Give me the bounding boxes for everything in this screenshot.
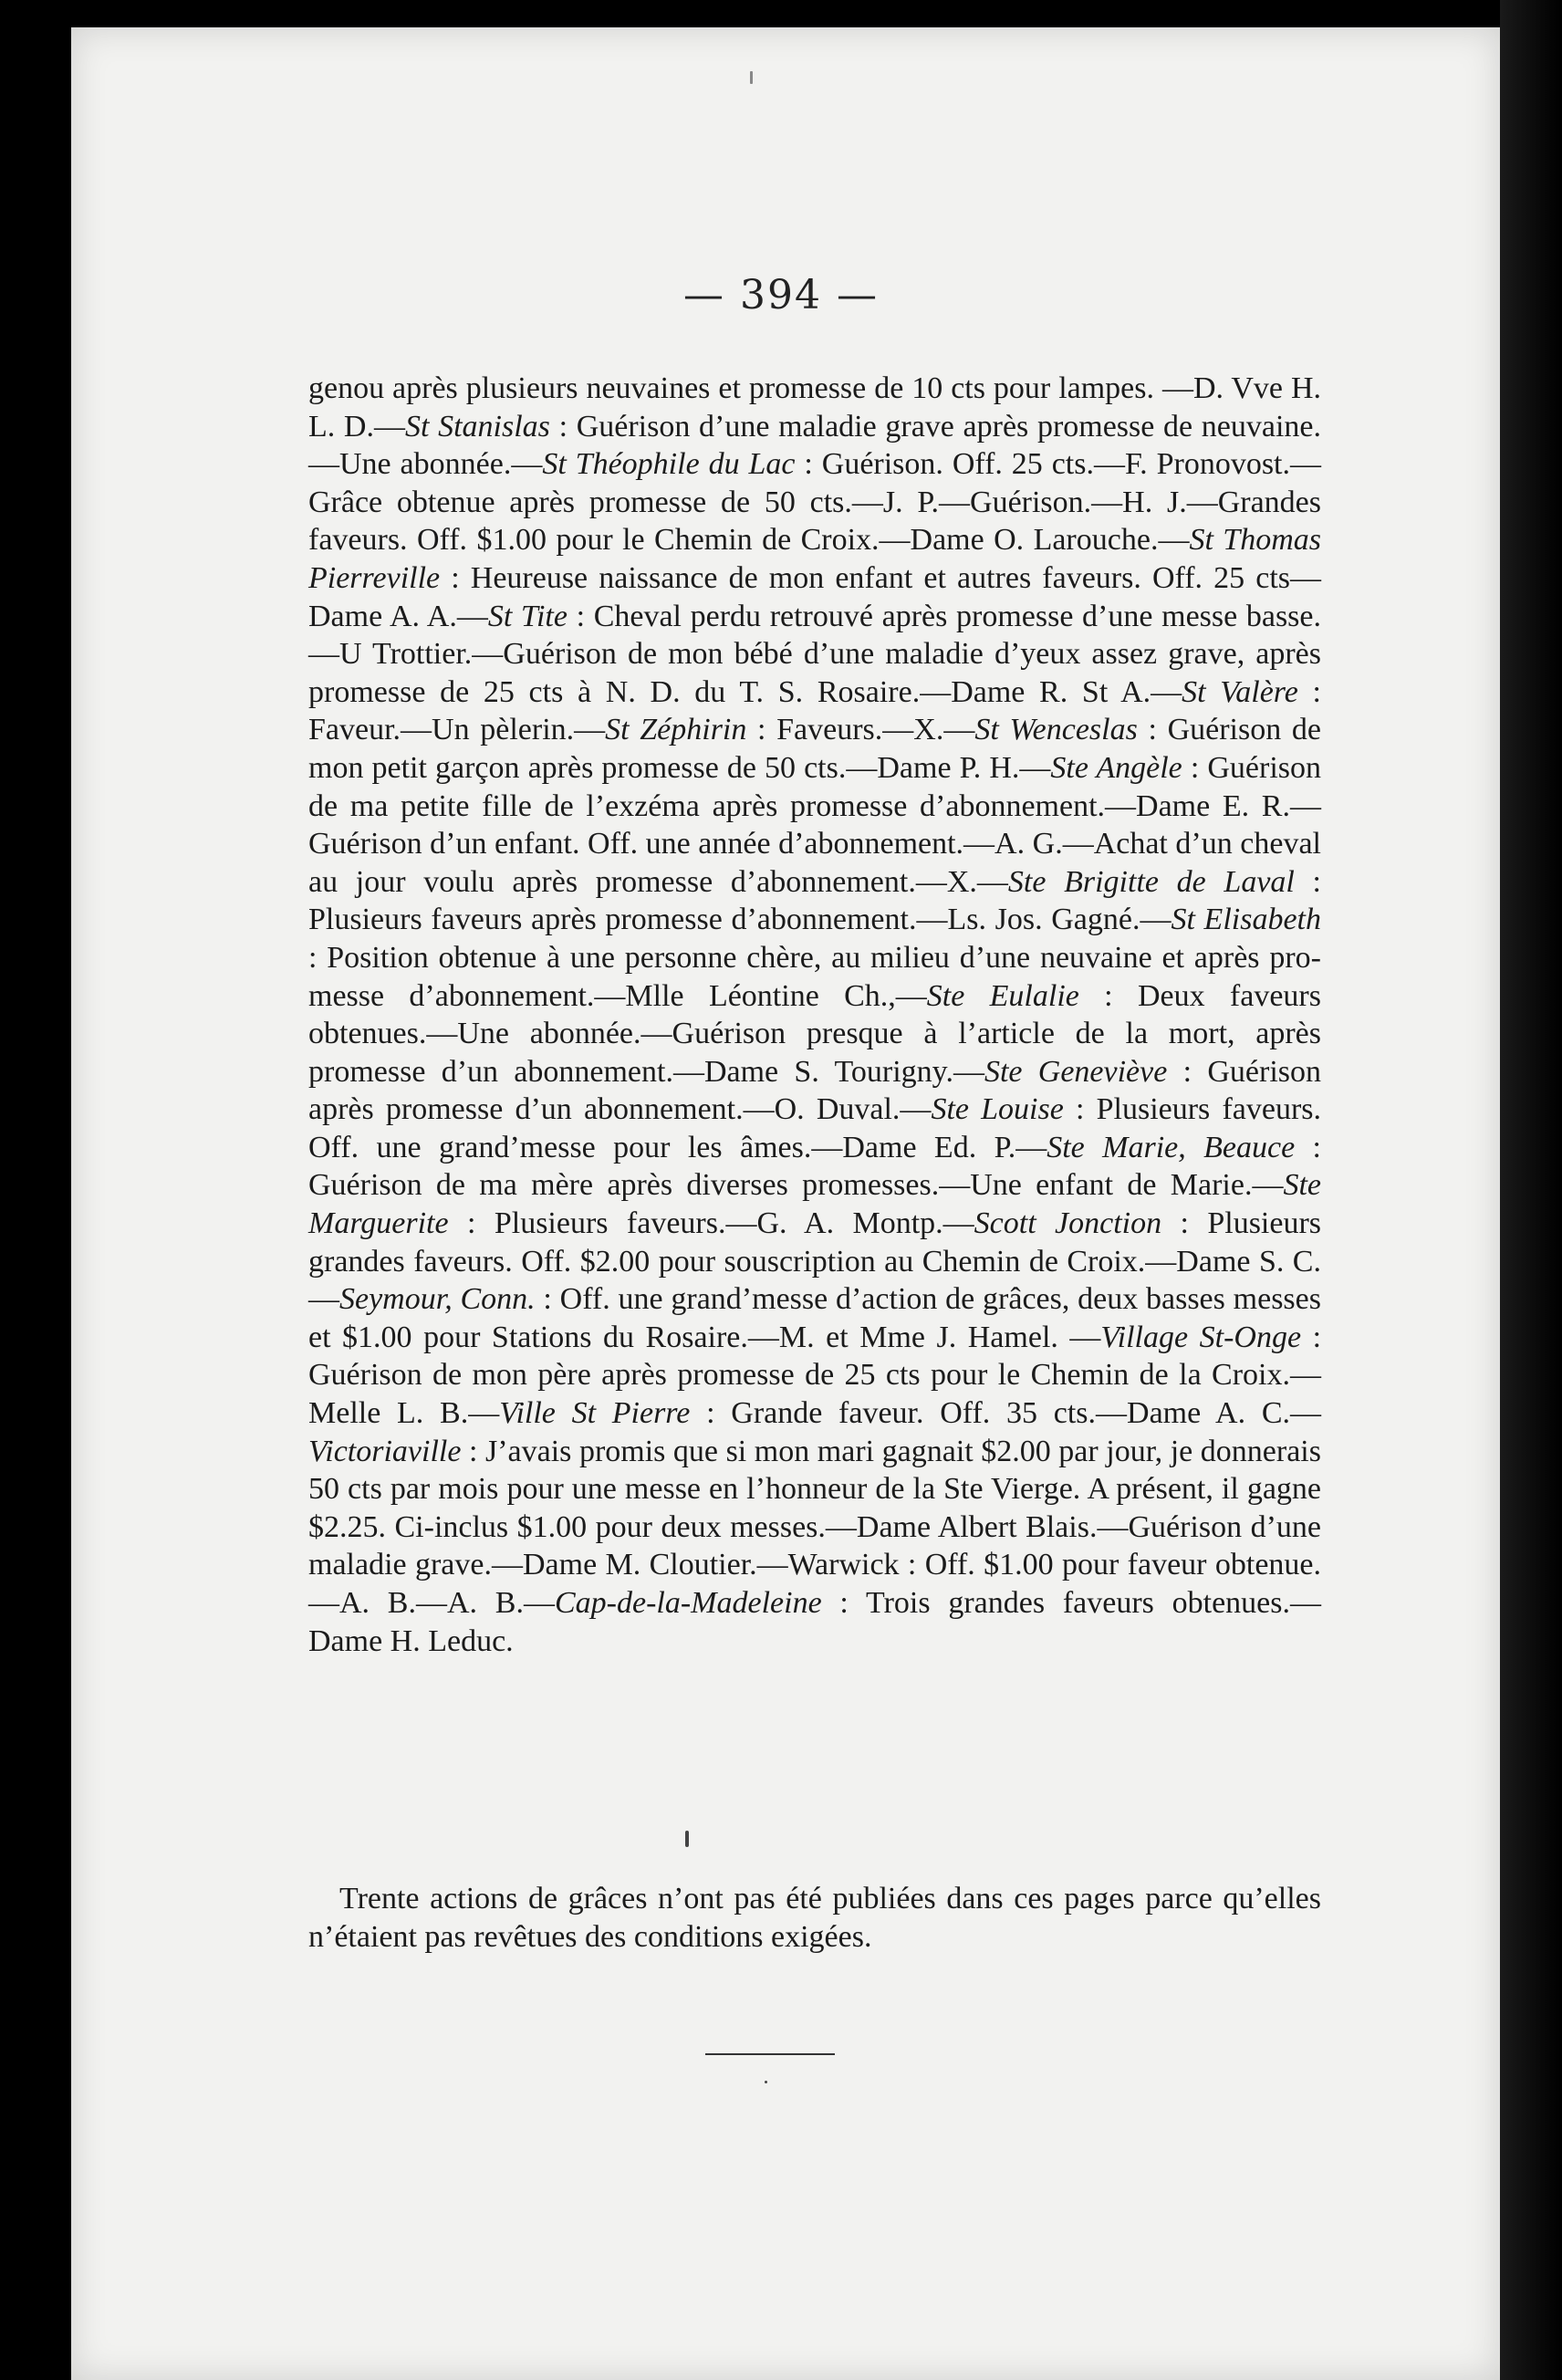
place-name: Victoriaville bbox=[308, 1434, 462, 1468]
text-run: : Guérison de ma petite fille de l’exzéma après promesse d’abonnement.—Dame E. R.—Guérison d’un enfant. Off. une année d’abonnement.—A. G.—Achat d’un cheval au jour voulu après promesse d’abonnement.—X.— bbox=[308, 750, 1321, 899]
text-run: : Faveur.—Un pèlerin.— bbox=[308, 674, 1322, 747]
place-name: St Tite bbox=[487, 599, 568, 633]
place-name: St Théophile du Lac bbox=[542, 447, 796, 482]
text-run: : Deux faveurs obtenues.—Une abonnée.—Guérison presque à l’article de la mort, après promesse d’un abonnement.—Dame S. Tourigny.— bbox=[308, 978, 1321, 1089]
place-name: Ste Marie, Beauce bbox=[1047, 1130, 1296, 1164]
text-run: : Faveurs.—X.— bbox=[746, 713, 975, 747]
text-run: : Guérison de mon père après promesse de 25 cts pour le Chemin de la Croix.—Melle L. B.— bbox=[308, 1320, 1322, 1431]
text-run: : Guérison de mon petit garçon après promesse de 50 cts.—Dame P. H.— bbox=[308, 713, 1321, 785]
text-run: : Guérison. Off. 25 cts.—F. Pronovost.—Grâce obtenue après promesse de 50 cts.—J. P.—Guérison.—H. J.—Grandes faveurs. Off. $1.00 pour le Chemin de Croix.—Dame O. Larouche.— bbox=[308, 447, 1321, 558]
place-name: Ste Louise bbox=[931, 1092, 1064, 1127]
closing-paragraph: Trente actions de grâces n’ont pas été publiées dans ces pages parce qu’elles n’étaient pas revêtues des conditions exigées. bbox=[308, 1882, 1321, 1954]
text-run: genou après plusieurs neuvaines et promesse de 10 cts pour lampes. —D. Vve H. L. D.— bbox=[308, 371, 1321, 444]
text-run: : Trois grandes faveurs obtenues.—Dame H. Leduc. bbox=[308, 1586, 1321, 1658]
place-name: Cap-de-la-Madeleine bbox=[554, 1586, 822, 1620]
place-name: Ste Geneviève bbox=[984, 1054, 1168, 1089]
text-run: : Plusieurs grandes faveurs. Off. $2.00 pour souscription au Chemin de Croix.—Dame S. C.— bbox=[308, 1206, 1322, 1317]
text-run: : Guérison après promesse d’un abonnement.—O. Duval.— bbox=[308, 1054, 1321, 1127]
text-run: : Guérison d’une maladie grave après promesse de neuvaine.—Une abonnée.— bbox=[308, 409, 1322, 482]
place-name: St Zéphirin bbox=[605, 713, 747, 747]
place-name: St Wenceslas bbox=[974, 713, 1138, 747]
place-name: St Thomas Pierreville bbox=[308, 523, 1321, 595]
text-run: : Guérison de ma mère après diverses promesses.—Une enfant de Marie.— bbox=[308, 1130, 1322, 1203]
place-name: Ste Marguerite bbox=[308, 1168, 1321, 1241]
text-run: : Grande faveur. Off. 35 cts.—Dame A. C.— bbox=[690, 1396, 1321, 1431]
scan-speck bbox=[685, 1831, 689, 1847]
text-run: : Plusieurs faveurs après promesse d’abonnement.—Ls. Jos. Gagné.— bbox=[308, 864, 1321, 937]
place-name: Ville St Pierre bbox=[499, 1396, 691, 1431]
body-paragraph bbox=[308, 370, 1321, 1660]
text-run: : Cheval perdu retrouvé après promesse d’une messe basse.—U Trottier.—Guérison de mon bébé d’une maladie d’yeux assez grave, après promesse de 25 cts à N. D. du T. S. Rosaire.—Dame R. St A.— bbox=[308, 599, 1321, 709]
text-run: : J’avais promis que si mon mari gagnait $2.00 par jour, je donnerais 50 cts par mois pour une messe en l’honneur de la Ste Vierge. A présent, il gagne $2.25. Ci-inclus $1.00 pour deux messes.—Dame Albert Blais.—Guérison d’une maladie grave.—Dame M. Cloutier.—Warwick : Off. $1.00 pour faveur obtenue.—A. B.—A. B.— bbox=[308, 1434, 1321, 1620]
place-name: Scott Jonction bbox=[974, 1206, 1162, 1241]
place-name: Ste Eulalie bbox=[926, 978, 1079, 1013]
text-run: : Position obtenue à une personne chère, au milieu d’une neuvaine et après promesse d’abonnement.—Mlle Léontine Ch.,— bbox=[308, 940, 1321, 1013]
place-name: Village St-Onge bbox=[1100, 1320, 1302, 1354]
text-run: : Heureuse naissance de mon enfant et autres faveurs. Off. 25 cts—Dame A. A.— bbox=[308, 560, 1321, 633]
text-run: : Off. une grand’messe d’action de grâces, deux basses messes et $1.00 pour Stations du Rosaire.—M. et Mme J. Hamel. — bbox=[308, 1282, 1321, 1354]
place-name: St Stanislas bbox=[405, 409, 550, 444]
place-name: St Elisabeth bbox=[1171, 903, 1321, 937]
place-name: Seymour, Conn. bbox=[339, 1282, 536, 1317]
place-name: St Valère bbox=[1182, 674, 1298, 709]
place-name: Ste Angèle bbox=[1050, 750, 1182, 785]
scan-speck bbox=[750, 71, 753, 84]
place-name: Ste Brigitte de Laval bbox=[1007, 864, 1295, 899]
scan-speck bbox=[765, 2081, 767, 2083]
end-rule bbox=[705, 2053, 835, 2055]
text-run: : Plusieurs faveurs. Off. une grand’messe pour les âmes.—Dame Ed. P.— bbox=[308, 1092, 1322, 1164]
text-run: : Plusieurs faveurs.—G. A. Montp.— bbox=[448, 1206, 974, 1241]
page-number: — 394 — bbox=[683, 272, 879, 318]
body-text bbox=[308, 370, 1321, 1660]
page-edge-shadow bbox=[1500, 0, 1562, 2380]
